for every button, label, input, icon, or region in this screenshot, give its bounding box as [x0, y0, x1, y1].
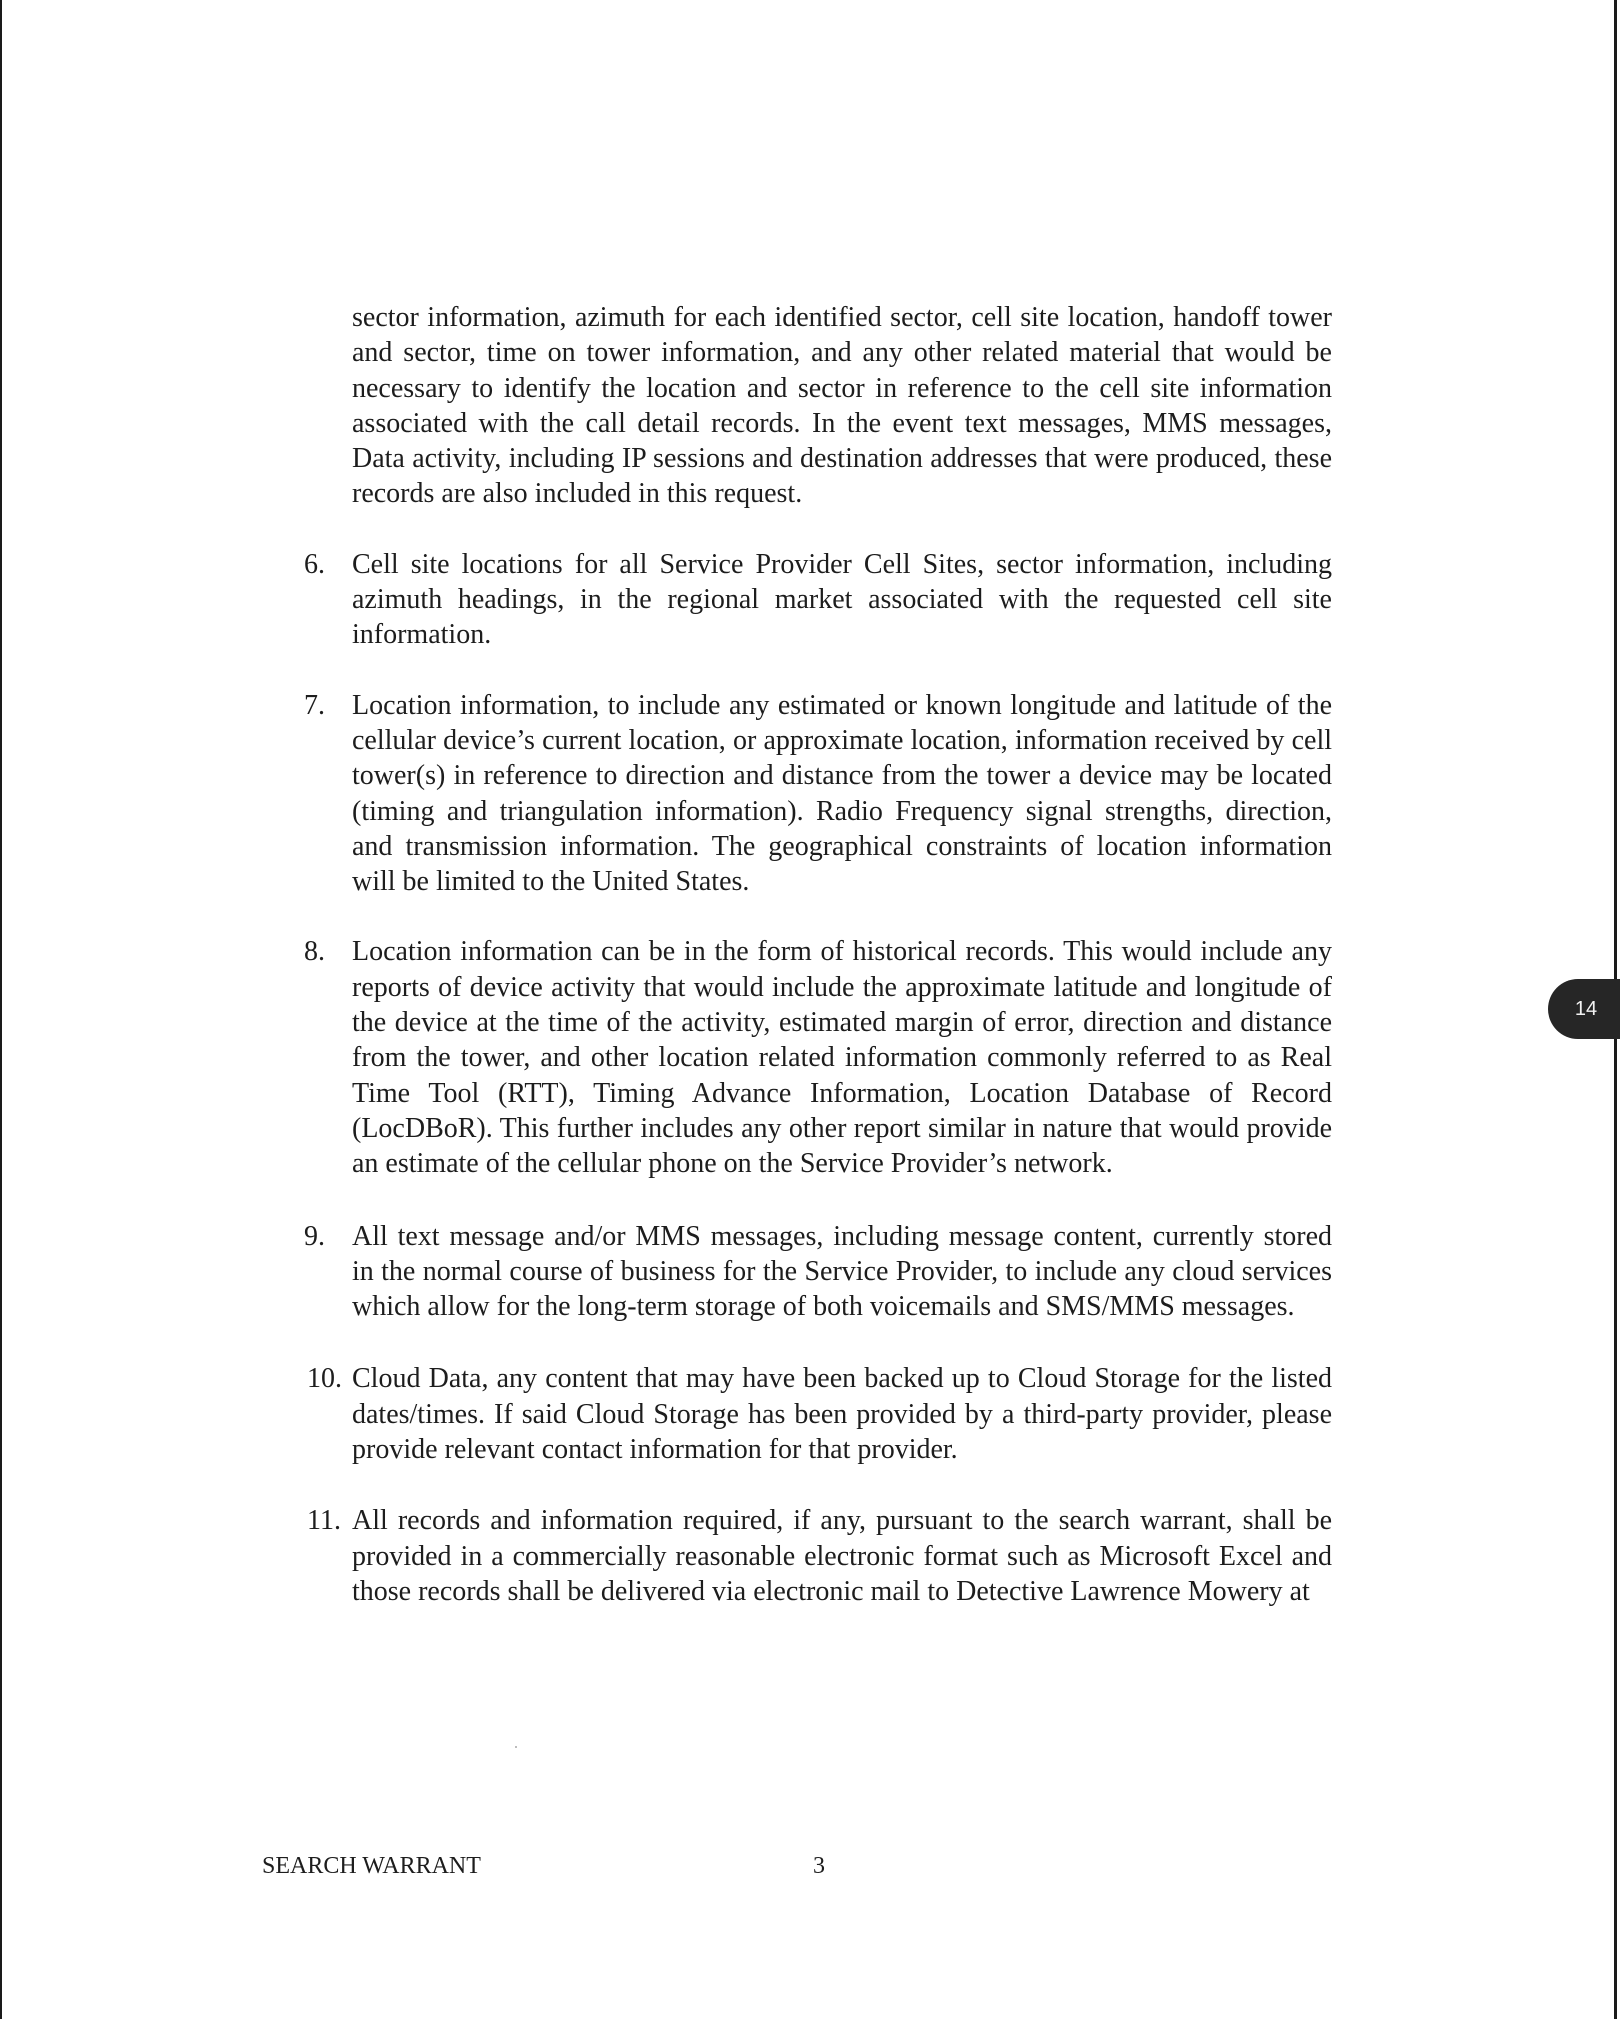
list-item-10 — [307, 1361, 1332, 1467]
list-item-text: Location information can be in the form of historical records. This would include any reports of device activity that would include the approximate latitude and longitude of the device at the time of the activity, estimated margin of error, direction and distance from the tower, and other location related information commonly referred to as Real Time Tool (RTT), Timing Advance Information, Location Database of Record (LocDBoR). This further includes any other report similar in nature that would provide an estimate of the cellular phone on the Service Provider’s network. — [352, 936, 1332, 1180]
list-item-number: 7. — [304, 689, 325, 721]
list-item-number: 9. — [304, 1220, 325, 1252]
list-item-text: All text message and/or MMS messages, including message content, currently stored in the normal course of business for the Service Provider, to include any cloud services which allow for the long-term storage of both voicemails and SMS/MMS messages. — [352, 1220, 1332, 1323]
scan-speck — [515, 1746, 517, 1748]
list-item-text: All records and information required, if any, pursuant to the search warrant, shall be provided in a commercially reasonable electronic format such as Microsoft Excel and those records shall be delivered via electronic mail to Detective Lawrence Mowery at — [352, 1505, 1332, 1607]
intro-paragraph: sector information, azimuth for each identified sector, cell site location, handoff tower and sector, time on tower information, and any other related material that would be necessary to identify the location and sector in reference to the cell site information associated with the call detail records. In the event text messages, MMS messages, Data activity, including IP sessions and destination addresses that were produced, these records are also included in this request. — [352, 302, 1332, 510]
list-item-text: Cloud Data, any content that may have been backed up to Cloud Storage for the listed dates/times. If said Cloud Storage has been provided by a third-party provider, please provide relevant contact information for that provider. — [352, 1363, 1332, 1466]
footer-title: SEARCH WARRANT — [262, 1853, 481, 1879]
page-indicator-tab[interactable]: 14 — [1548, 979, 1620, 1039]
list-item-11 — [307, 1503, 1332, 1609]
list-item-text: Cell site locations for all Service Provider Cell Sites, sector information, including azimuth headings, in the regional market associated with the requested cell site information. — [352, 548, 1332, 651]
footer-page-number: 3 — [813, 1853, 825, 1879]
list-item-number: 10. — [307, 1363, 342, 1395]
list-item-9 — [304, 1219, 1332, 1325]
list-item-6 — [304, 547, 1332, 653]
document-body — [304, 300, 1332, 1609]
list-item-number: 8. — [304, 936, 325, 968]
list-item-8 — [304, 934, 1332, 1181]
list-item-number: 11. — [307, 1505, 341, 1537]
list-item-7 — [304, 688, 1332, 900]
list-item-text: Location information, to include any estimated or known longitude and latitude of the cellular device’s current location, or approximate location, information received by cell tower(s) in reference to direction and distance from the tower a device may be located (timing and triangulation information). Radio Frequency signal strengths, direction, and transmission information. The geographical constraints of location information will be limited to the United States. — [352, 689, 1332, 898]
list-item-number: 6. — [304, 548, 325, 580]
